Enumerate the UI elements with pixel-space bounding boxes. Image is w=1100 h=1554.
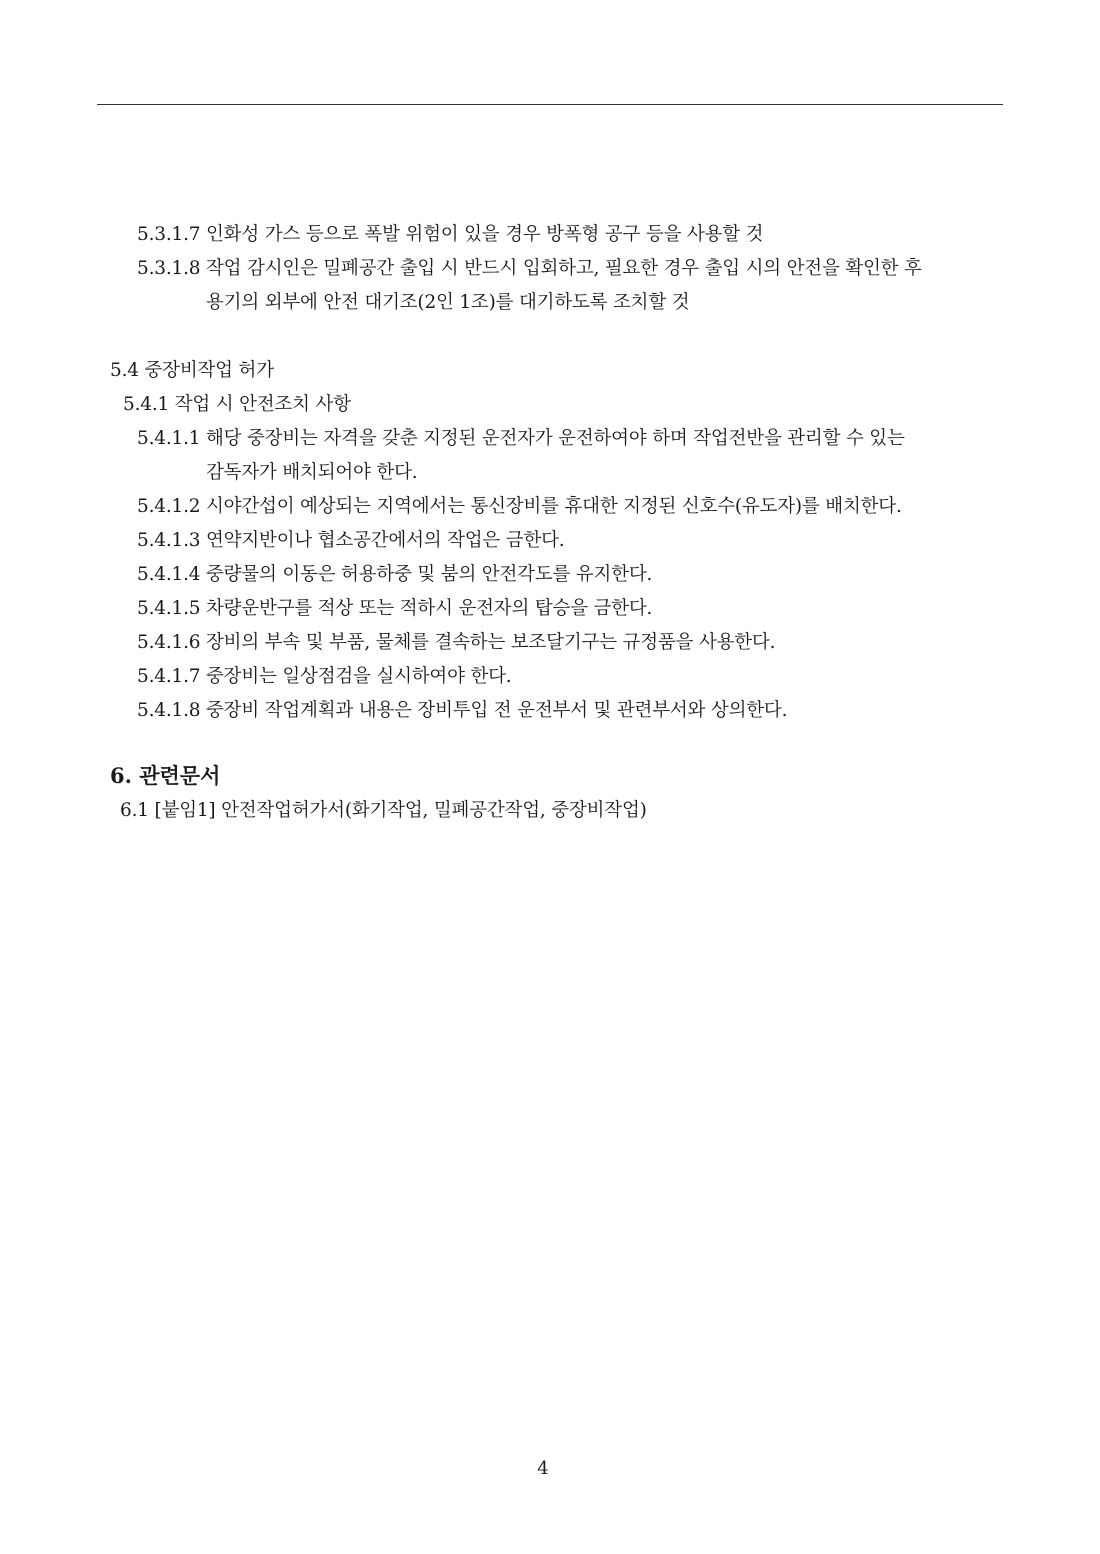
item-5-4-1-2: 5.4.1.2 시야간섭이 예상되는 지역에서는 통신장비를 휴대한 지정된 신호수(유도자)를 배치한다. <box>137 496 902 517</box>
section-5-4-1-title: 5.4.1 작업 시 안전조치 사항 <box>123 394 351 415</box>
item-5-4-1-8: 5.4.1.8 중장비 작업계획과 내용은 장비투입 전 운전부서 및 관련부서와 상의한다. <box>137 700 788 721</box>
item-5-3-1-7: 5.3.1.7 인화성 가스 등으로 폭발 위험이 있을 경우 방폭형 공구 등을 사용할 것 <box>137 224 764 245</box>
item-5-3-1-8: 5.3.1.8 작업 감시인은 밀폐공간 출입 시 반드시 입회하고, 필요한 경우 출입 시의 안전을 확인한 후 <box>137 258 922 279</box>
item-5-4-1-7: 5.4.1.7 중장비는 일상점검을 실시하여야 한다. <box>137 666 512 687</box>
section-5-4-title: 5.4 중장비작업 허가 <box>110 360 274 381</box>
page-number: 4 <box>537 1458 549 1479</box>
item-6-1: 6.1 [붙임1] 안전작업허가서(화기작업, 밀폐공간작업, 중장비작업) <box>120 800 647 821</box>
item-5-3-1-8-continued: 용기의 외부에 안전 대기조(2인 1조)를 대기하도록 조치할 것 <box>206 292 690 313</box>
item-5-4-1-1: 5.4.1.1 해당 중장비는 자격을 갖춘 지정된 운전자가 운전하여야 하며 작업전반을 관리할 수 있는 <box>137 428 905 449</box>
item-5-4-1-3: 5.4.1.3 연약지반이나 협소공간에서의 작업은 금한다. <box>137 530 565 551</box>
item-5-4-1-5: 5.4.1.5 차량운반구를 적상 또는 적하시 운전자의 탑승을 금한다. <box>137 598 653 619</box>
header-rule <box>97 104 1003 105</box>
item-5-4-1-1-continued: 감독자가 배치되어야 한다. <box>206 462 418 483</box>
item-5-4-1-4: 5.4.1.4 중량물의 이동은 허용하중 및 붐의 안전각도를 유지한다. <box>137 564 653 585</box>
section-6-heading: 6. 관련문서 <box>110 763 221 788</box>
item-5-4-1-6: 5.4.1.6 장비의 부속 및 부품, 물체를 결속하는 보조달기구는 규정품을 사용한다. <box>137 632 776 653</box>
